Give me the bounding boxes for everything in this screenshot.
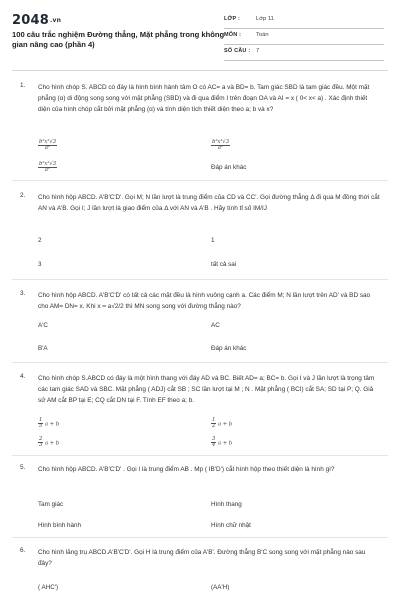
option-d[interactable]: tất cả sai — [211, 261, 237, 268]
question-divider — [12, 362, 388, 363]
question-text: Cho hình chóp S. ABCD có đáy là hình bình hành tâm O có AC= a và BD= b. Tam giác SBD là tam giác đều. Một mặt phẳng (α) di động song song với mặt phẳng (SBD) và đi qua điểm I trên đoạn OA và AI = x ( 0< x< a) . Xác định thiết diện của hình chóp cắt bởi mặt phẳng (α) và tính diện tích thiết diện theo a; b và x? — [38, 84, 370, 113]
quiz-header — [0, 0, 400, 68]
option-c[interactable]: Hình bình hành — [38, 522, 82, 529]
option-c[interactable]: $\frac{2}{3}$ a + b — [39, 436, 60, 449]
option-a[interactable]: $\frac{1}{5}$ a + b — [39, 417, 60, 430]
meta-count-key: SỐ CÂU : — [224, 48, 251, 54]
option-a[interactable]: A'C — [38, 322, 48, 329]
question-text: Cho hình hộp ABCD. A'B'C'D' có tất cả các mặt đều là hình vuông cạnh a. Các điểm M; N lần lượt trên AD' và BD sao cho AM= DN= x. Khi x = a√2/2 thì MN song song với đường thẳng nào? — [38, 292, 371, 310]
meta-count-value: 7 — [256, 48, 260, 54]
option-d[interactable]: Đáp án khác — [211, 164, 247, 171]
question-number: 2. — [20, 192, 26, 199]
question-text: Cho hình hộp ABCD. A'B'C'D' . Gọi I là trung điểm AB . Mp ( IB'D') cắt hình hộp theo thiết diện là hình gì? — [38, 466, 335, 473]
option-a[interactable]: Tam giác — [38, 501, 64, 508]
question-number: 3. — [20, 290, 26, 297]
option-a[interactable]: $\frac{\text{b²x²√3}}{\text{a²}}$ — [39, 139, 57, 152]
option-c[interactable]: 3 — [38, 261, 42, 268]
meta-count — [224, 45, 384, 61]
meta-subject-value: Toán — [256, 32, 269, 38]
header-divider — [12, 70, 388, 71]
logo-text: 2048 — [12, 13, 49, 28]
question-divider — [12, 455, 388, 456]
question-divider — [12, 180, 388, 181]
meta-class — [224, 13, 384, 29]
option-b[interactable]: 1 — [211, 237, 215, 244]
option-d[interactable]: Đáp án khác — [211, 345, 247, 352]
option-b[interactable]: Hình thang — [211, 501, 242, 508]
question-text: Cho hình lăng trụ ABCD.A'B'C'D'. Gọi H là trung điểm của A'B'. Đường thẳng B'C song song với mặt phẳng nào sau đây? — [38, 549, 366, 567]
logo-suffix: .vn — [49, 17, 62, 24]
option-b[interactable]: $\frac{\text{b²x²√3}}{\text{a²}}$ — [212, 139, 230, 152]
question-number: 1. — [20, 82, 26, 89]
option-a[interactable]: 2 — [38, 237, 42, 244]
question-number: 4. — [20, 373, 26, 380]
question-text: Cho hình chóp S.ABCD có đáy là một hình thang với đáy AD và BC. Biết AD= a; BC= b. Gọi I và J lần lượt là trọng tâm các tam giác SAD và SBC. Mặt phẳng ( ADJ) cắt SB ; SC lần lượt tại M ; N . Mặt phẳng ( BCI) cắt SA; SD tại P; Q. Giả sử AM cắt BP tại E; CQ cắt DN tại F. Tính EF theo a; b. — [38, 375, 375, 404]
option-c[interactable]: B'A — [38, 345, 48, 352]
option-b[interactable]: (AA'H) — [211, 584, 230, 591]
document-meta — [224, 13, 384, 61]
meta-subject-key: MÔN : — [224, 32, 242, 38]
site-logo[interactable] — [12, 13, 61, 28]
option-d[interactable]: Hình chữ nhật — [211, 522, 251, 529]
document-title: 100 câu trắc nghiệm Đường thẳng, Mặt phẳng trong không gian nâng cao (phần 4) — [12, 30, 225, 49]
option-d[interactable]: $\frac{3}{4}$ a + b — [212, 436, 233, 449]
option-b[interactable]: $\frac{1}{2}$ a + b — [212, 417, 233, 430]
meta-class-key: LỚP : — [224, 16, 240, 22]
option-c[interactable]: $\frac{\text{b²x²√3}}{\text{a²}}$ — [39, 161, 57, 174]
option-b[interactable]: AC — [211, 322, 220, 329]
question-number: 6. — [20, 547, 26, 554]
option-a[interactable]: ( AHC') — [38, 584, 59, 591]
question-divider — [12, 537, 388, 538]
meta-class-value: Lớp 11 — [256, 16, 274, 22]
question-number: 5. — [20, 464, 26, 471]
meta-subject — [224, 29, 384, 45]
question-text: Cho hình hộp ABCD. A'B'C'D'. Gọi M; N lần lượt là trung điểm của CD và CC'. Gọi đường thẳng Δ đi qua M đồng thời cắt AN và A'B. Gọi I; J lần lượt là giao điểm của Δ với AN và A'B . Hãy tính tỉ số IM/IJ — [38, 194, 380, 212]
question-divider — [12, 279, 388, 280]
